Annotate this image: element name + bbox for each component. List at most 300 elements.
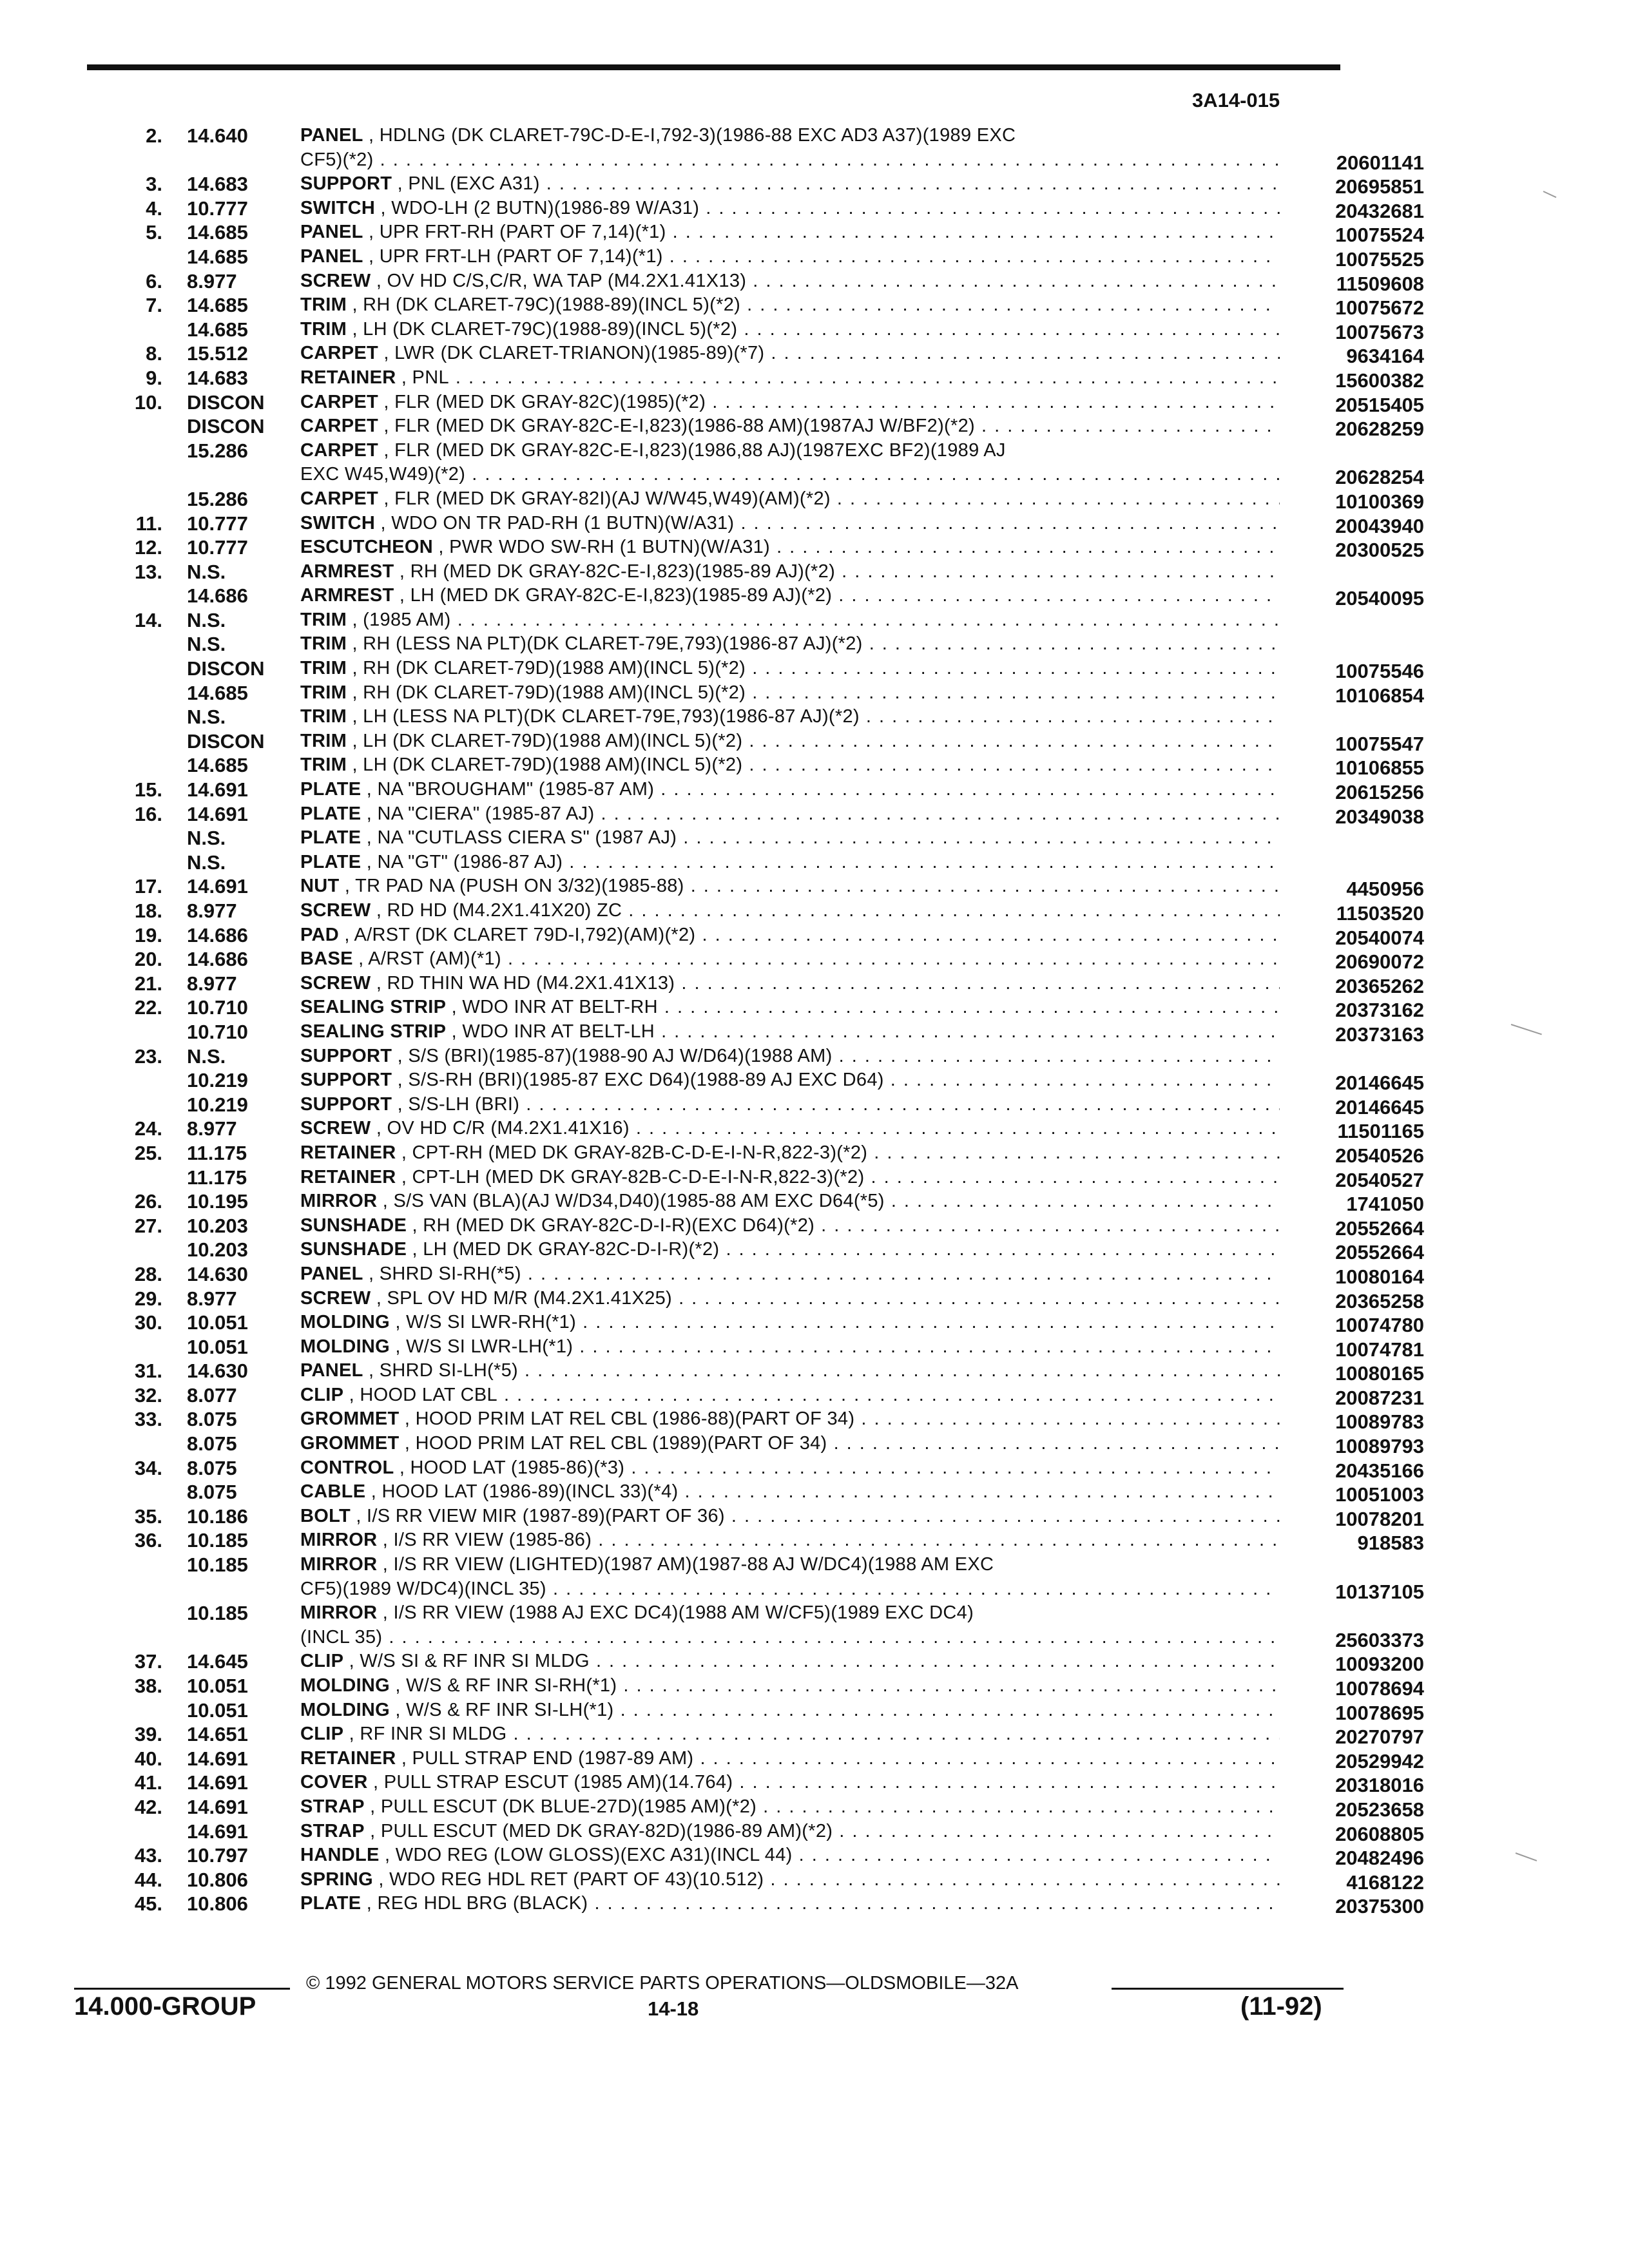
part-description: [300, 1481, 1280, 1503]
part-description: [300, 1070, 1280, 1091]
part-name: MIRROR: [300, 1602, 378, 1624]
part-name: CARPET: [300, 416, 379, 437]
part-number: 20270797: [1335, 1725, 1424, 1749]
group-number: 14.683: [187, 366, 248, 389]
part-number: 10089783: [1335, 1410, 1424, 1434]
part-name: SUPPORT: [300, 173, 392, 195]
part-description: [300, 1094, 1280, 1115]
group-number: DISCON: [187, 657, 265, 680]
part-description: [300, 1869, 1280, 1890]
part-description: [300, 488, 1280, 510]
part-detail: , S/S-RH (BRI)(1985-87 EXC D64)(1988-89 AJ EXC D64): [397, 1070, 884, 1091]
part-description: [300, 1433, 1280, 1454]
part-detail: , A/RST (DK CLARET 79D-I,792)(AM)(*2): [344, 924, 696, 945]
part-detail: , SHRD SI-LH(*5): [369, 1360, 518, 1381]
part-row: [90, 1166, 1424, 1191]
part-detail: , FLR (MED DK GRAY-82I)(AJ W/W45,W49)(AM)(*2): [383, 488, 831, 509]
part-name: SUPPORT: [300, 1093, 392, 1115]
part-row: [90, 1795, 1424, 1821]
part-row: [90, 512, 1424, 537]
part-row: [90, 1020, 1424, 1046]
part-detail: , RH (MED DK GRAY-82C-E-I,823)(1985-89 AJ)(*2): [399, 561, 836, 582]
part-name: PLATE: [300, 803, 361, 824]
part-row: [90, 561, 1344, 585]
part-number: 10075546: [1335, 660, 1424, 683]
part-detail: , RD THIN WA HD (M4.2X1.41X13): [376, 972, 675, 994]
ref-number: 31.: [134, 1360, 162, 1383]
group-number: N.S.: [187, 827, 226, 850]
ref-number: 44.: [134, 1868, 162, 1891]
part-name: CONTROL: [300, 1457, 394, 1478]
group-number: DISCON: [187, 390, 265, 414]
ref-number: 21.: [134, 972, 162, 995]
part-row: [90, 923, 1424, 949]
part-detail: , PULL STRAP ESCUT (1985 AM)(14.764): [373, 1772, 733, 1793]
part-description: [300, 1408, 1280, 1430]
part-number: 10075525: [1335, 247, 1424, 271]
part-detail: , RF INR SI MLDG: [349, 1724, 507, 1745]
part-number: 20552664: [1335, 1216, 1424, 1240]
ref-number: 16.: [134, 802, 162, 825]
ref-number: 11.: [135, 512, 162, 535]
ref-number: 30.: [134, 1311, 162, 1334]
group-number: 8.075: [187, 1456, 237, 1479]
part-name: TRIM: [300, 658, 347, 679]
group-number: 10.203: [187, 1238, 248, 1262]
part-detail: , HDLNG (DK CLARET-79C-D-E-I,792-3)(1986-88 EXC AD3 A37)(1989 EXC: [369, 125, 1016, 146]
group-number: N.S.: [187, 608, 226, 631]
part-row: [90, 390, 1424, 416]
part-number: 10093200: [1335, 1653, 1424, 1676]
part-description: [300, 1118, 1280, 1139]
part-description: [300, 1167, 1280, 1188]
group-number: DISCON: [187, 729, 265, 753]
group-number: 15.286: [187, 439, 248, 462]
part-description: [300, 852, 1280, 873]
part-detail: , LH (DK CLARET-79D)(1988 AM)(INCL 5)(*2): [352, 730, 743, 751]
group-number: 14.691: [187, 1771, 248, 1794]
ref-number: 41.: [134, 1771, 162, 1794]
part-description: [300, 1264, 1280, 1285]
part-description: [300, 633, 1280, 655]
part-number: 20435166: [1335, 1459, 1424, 1482]
part-number: 20300525: [1335, 539, 1424, 562]
group-number: 14.691: [187, 1820, 248, 1843]
part-name: PLATE: [300, 1893, 361, 1914]
part-number: 20373163: [1335, 1023, 1424, 1046]
part-detail: , S/S-LH (BRI): [397, 1093, 520, 1115]
part-name: MIRROR: [300, 1554, 378, 1575]
part-row: [90, 221, 1424, 247]
part-detail: , RD HD (M4.2X1.41X20) ZC: [376, 900, 622, 921]
footer-rule-left: [74, 1988, 290, 1990]
part-row: [90, 294, 1424, 320]
ref-number: 3.: [146, 173, 162, 196]
part-row: [90, 851, 1344, 876]
ref-number: 18.: [134, 899, 162, 922]
part-number: 10080164: [1335, 1265, 1424, 1288]
part-name: SUNSHADE: [300, 1239, 407, 1260]
page-code: 3A14-015: [1192, 89, 1280, 111]
part-detail: , HOOD PRIM LAT REL CBL (1989)(PART OF 34): [404, 1433, 827, 1454]
group-number: 10.185: [187, 1553, 248, 1577]
part-description: [300, 198, 1280, 219]
group-number: 11.175: [187, 1166, 247, 1189]
group-number: 10.219: [187, 1069, 248, 1092]
ref-number: 15.: [134, 778, 162, 802]
ref-number: 2.: [146, 124, 162, 147]
part-name: SWITCH: [300, 512, 376, 533]
part-description: [300, 827, 1280, 849]
part-name: SPRING: [300, 1869, 373, 1890]
part-description: [300, 537, 1280, 558]
part-row: [90, 899, 1424, 925]
group-number: 8.075: [187, 1481, 237, 1504]
part-detail: , (1985 AM): [352, 609, 451, 630]
date-code: (11-92): [1240, 1992, 1322, 2021]
group-number: 14.651: [187, 1723, 248, 1746]
part-description: [300, 731, 1280, 752]
part-row: [90, 1262, 1424, 1288]
group-number: 10.777: [187, 197, 248, 220]
ref-number: 34.: [134, 1456, 162, 1479]
part-name: ARMREST: [300, 561, 394, 582]
part-number: 20540526: [1335, 1144, 1424, 1167]
part-detail: , S/S (BRI)(1985-87)(1988-90 AJ W/D64)(1988 AM): [397, 1045, 833, 1066]
part-name: HANDLE: [300, 1845, 380, 1866]
part-name: TRIM: [300, 294, 347, 316]
part-detail: , CPT-RH (MED DK GRAY-82B-C-D-E-I-N-R,822-3)(*2): [401, 1142, 868, 1163]
part-number: 20365258: [1335, 1289, 1424, 1312]
group-number: 14.630: [187, 1360, 248, 1383]
part-row: [90, 463, 1424, 489]
ref-number: 39.: [134, 1723, 162, 1746]
part-number: 20601141: [1336, 151, 1424, 174]
part-row: [90, 1117, 1424, 1143]
part-description: [300, 803, 1280, 825]
part-name: MIRROR: [300, 1191, 378, 1212]
part-detail: , HOOD PRIM LAT REL CBL (1986-88)(PART OF 34): [404, 1408, 855, 1430]
group-number: 10.051: [187, 1311, 248, 1334]
ref-number: 13.: [134, 560, 162, 583]
part-row: [90, 633, 1344, 657]
part-detail: , LH (DK CLARET-79D)(1988 AM)(INCL 5)(*2): [352, 754, 743, 776]
part-name: CARPET: [300, 488, 379, 509]
part-row: [90, 1698, 1424, 1724]
part-number: 20608805: [1335, 1822, 1424, 1845]
part-name: TRIM: [300, 730, 347, 751]
part-detail: , RH (MED DK GRAY-82C-D-I-R)(EXC D64)(*2): [412, 1215, 815, 1236]
ref-number: 6.: [146, 269, 162, 293]
part-row: [90, 415, 1424, 441]
part-row: [90, 778, 1424, 804]
group-number: N.S.: [187, 1044, 226, 1068]
group-number: 14.645: [187, 1650, 248, 1673]
part-detail: , LH (MED DK GRAY-82C-D-I-R)(*2): [412, 1239, 720, 1260]
part-row: [90, 1481, 1424, 1506]
part-description: [300, 416, 1280, 437]
group-number: 10.185: [187, 1602, 248, 1625]
part-detail: , FLR (MED DK GRAY-82C-E-I,823)(1986-88 AM)(1987AJ W/BF2)(*2): [383, 416, 975, 437]
part-detail: , S/S VAN (BLA)(AJ W/D34,D40)(1985-88 AM EXC D64(*5): [382, 1191, 885, 1212]
part-description: [300, 149, 1280, 171]
part-description: [300, 440, 1280, 461]
part-number: 20318016: [1335, 1774, 1424, 1797]
part-description: [300, 682, 1280, 704]
margin-mark: [1516, 1852, 1537, 1861]
parts-list: [90, 124, 1424, 1918]
ref-number: 25.: [134, 1141, 162, 1164]
part-number: 15600382: [1335, 369, 1424, 392]
part-number: 10137105: [1335, 1580, 1424, 1603]
part-description: [300, 513, 1280, 534]
part-row: [90, 1529, 1424, 1555]
part-detail: , LH (DK CLARET-79C)(1988-89)(INCL 5)(*2): [352, 318, 738, 340]
ref-number: 19.: [134, 923, 162, 947]
part-number: 10075673: [1335, 320, 1424, 343]
group-number: 10.051: [187, 1335, 248, 1358]
part-row: [90, 149, 1424, 174]
part-number: 20628254: [1335, 466, 1424, 489]
part-description: [300, 294, 1280, 316]
group-number: 8.977: [187, 899, 237, 922]
part-description: [300, 1772, 1280, 1793]
part-name: TRIM: [300, 609, 347, 630]
part-number: 10075547: [1335, 732, 1424, 755]
part-detail: , LWR (DK CLARET-TRIANON)(1985-89)(*7): [383, 343, 765, 364]
part-description: [300, 876, 1280, 897]
part-name: GROMMET: [300, 1433, 400, 1454]
group-number: 10.219: [187, 1093, 248, 1116]
part-description: [300, 1336, 1280, 1358]
part-description: [300, 392, 1280, 413]
part-row: [90, 1093, 1424, 1119]
part-name: SCREW: [300, 900, 371, 921]
part-description: [300, 222, 1280, 243]
part-name: CARPET: [300, 343, 379, 364]
group-number: 14.691: [187, 1795, 248, 1818]
part-row: [90, 1844, 1424, 1870]
part-name: TRIM: [300, 682, 347, 703]
ref-number: 29.: [134, 1287, 162, 1310]
part-row: [90, 1383, 1424, 1409]
part-name: RETAINER: [300, 1747, 396, 1769]
part-description: [300, 1675, 1280, 1696]
part-description: [300, 1627, 1280, 1648]
group-number: 10.710: [187, 1020, 248, 1043]
part-name: TRIM: [300, 706, 347, 727]
ref-number: 45.: [134, 1892, 162, 1916]
part-detail: , I/S RR VIEW (1988 AJ EXC DC4)(1988 AM W/CF5)(1989 EXC DC4): [382, 1602, 974, 1624]
part-row: [90, 124, 1344, 149]
part-name: PLATE: [300, 851, 361, 872]
ref-number: 38.: [134, 1675, 162, 1697]
ref-number: 40.: [134, 1747, 162, 1770]
part-name: COVER: [300, 1772, 368, 1793]
part-number: 1741050: [1346, 1193, 1424, 1216]
part-name: BOLT: [300, 1505, 351, 1526]
part-number: 20432681: [1335, 199, 1424, 222]
part-detail: , UPR FRT-LH (PART OF 7,14)(*1): [369, 245, 663, 267]
group-number: 14.686: [187, 584, 248, 608]
part-number: 10089793: [1335, 1435, 1424, 1458]
part-row: [90, 173, 1424, 198]
group-number: 10.203: [187, 1214, 248, 1237]
group-number: 10.777: [187, 536, 248, 559]
part-description: [300, 610, 1280, 631]
part-name: PLATE: [300, 827, 361, 849]
part-row: [90, 197, 1424, 222]
part-description: [300, 925, 1280, 946]
part-detail: , UPR FRT-RH (PART OF 7,14)(*1): [369, 222, 666, 243]
ref-number: 4.: [146, 197, 162, 220]
part-number: 4168122: [1346, 1870, 1424, 1894]
part-description: [300, 1724, 1280, 1745]
part-row: [90, 1675, 1424, 1700]
group-number: 14.686: [187, 923, 248, 947]
part-row: [90, 1553, 1344, 1578]
part-row: [90, 1820, 1424, 1845]
part-description: [300, 319, 1280, 340]
part-number: 918583: [1357, 1532, 1424, 1555]
part-number: 9634164: [1346, 345, 1424, 368]
part-row: [90, 342, 1424, 368]
part-number: 10074781: [1335, 1338, 1424, 1361]
part-detail: , LH (MED DK GRAY-82C-E-I,823)(1985-89 AJ)(*2): [399, 585, 833, 606]
part-detail: , W/S SI & RF INR SI MLDG: [349, 1651, 590, 1672]
part-name: STRAP: [300, 1820, 365, 1841]
part-detail: CF5)(1989 W/DC4)(INCL 35): [300, 1578, 546, 1599]
part-description: [300, 367, 1280, 389]
group-number: 14.640: [187, 124, 248, 147]
part-row: [90, 269, 1424, 295]
part-number: 10106855: [1335, 756, 1424, 780]
part-description: [300, 1021, 1280, 1043]
part-name: SUPPORT: [300, 1070, 392, 1091]
part-row: [90, 1723, 1424, 1749]
part-detail: , RH (DK CLARET-79D)(1988 AM)(INCL 5)(*2): [352, 682, 746, 703]
part-name: ARMREST: [300, 585, 394, 606]
part-name: SEALING STRIP: [300, 1021, 447, 1042]
part-number: 20515405: [1335, 393, 1424, 416]
ref-number: 36.: [134, 1529, 162, 1552]
group-number: 10.710: [187, 996, 248, 1019]
part-detail: (INCL 35): [300, 1626, 383, 1648]
part-name: CLIP: [300, 1651, 344, 1672]
part-description: [300, 658, 1280, 679]
part-row: [90, 318, 1424, 343]
ref-number: 27.: [134, 1214, 162, 1237]
ref-number: 10.: [134, 390, 162, 414]
part-detail: , FLR (MED DK GRAY-82C-E-I,823)(1986,88 AJ)(1987EXC BF2)(1989 AJ: [383, 439, 1006, 461]
part-row: [90, 1311, 1424, 1337]
part-row: [90, 706, 1344, 730]
part-row: [90, 366, 1424, 392]
part-row: [90, 1456, 1424, 1482]
part-row: [90, 1360, 1424, 1385]
part-row: [90, 875, 1424, 901]
part-detail: , CPT-LH (MED DK GRAY-82B-C-D-E-I-N-R,822-3)(*2): [401, 1166, 865, 1187]
ref-number: 20.: [134, 948, 162, 971]
group-number: 11.175: [187, 1141, 247, 1164]
part-name: PLATE: [300, 779, 361, 800]
group-number: 8.977: [187, 1287, 237, 1310]
part-row: [90, 1602, 1344, 1626]
ref-number: 42.: [134, 1795, 162, 1818]
group-number: 10.797: [187, 1844, 248, 1867]
part-number: 10080165: [1335, 1362, 1424, 1385]
part-row: [90, 1045, 1344, 1070]
part-detail: , W/S & RF INR SI-LH(*1): [395, 1699, 614, 1720]
part-name: TRIM: [300, 754, 347, 776]
part-description: [300, 1215, 1280, 1236]
part-row: [90, 1747, 1424, 1773]
part-row: [90, 1771, 1424, 1797]
part-number: 20628259: [1335, 418, 1424, 441]
part-number: 10078694: [1335, 1677, 1424, 1700]
part-row: [90, 1141, 1424, 1167]
part-row: [90, 1432, 1424, 1458]
group-number: 10.051: [187, 1698, 248, 1722]
group-number: 8.075: [187, 1432, 237, 1456]
ref-number: 23.: [134, 1044, 162, 1068]
part-description: [300, 1602, 1280, 1624]
part-number: 20552664: [1335, 1241, 1424, 1264]
group-number: 14.685: [187, 221, 248, 244]
part-description: [300, 343, 1280, 364]
part-name: MOLDING: [300, 1312, 390, 1333]
part-detail: , WDO INR AT BELT-LH: [451, 1021, 655, 1042]
part-row: [90, 245, 1424, 271]
part-description: [300, 1288, 1280, 1309]
part-name: PANEL: [300, 222, 363, 243]
part-row: [90, 1335, 1424, 1361]
part-number: 20146645: [1335, 1072, 1424, 1095]
part-detail: , PULL ESCUT (MED DK GRAY-82D)(1986-89 AM)(*2): [370, 1820, 833, 1841]
part-row: [90, 802, 1424, 828]
group-number: 10.185: [187, 1529, 248, 1552]
part-number: 25603373: [1335, 1628, 1424, 1651]
part-description: [300, 1748, 1280, 1769]
part-number: 20482496: [1335, 1847, 1424, 1870]
group-number: N.S.: [187, 850, 226, 874]
part-number: 20087231: [1335, 1386, 1424, 1409]
part-number: 11509608: [1336, 272, 1424, 295]
part-name: CLIP: [300, 1384, 344, 1405]
part-description: [300, 1191, 1280, 1212]
part-row: [90, 681, 1424, 707]
part-detail: , TR PAD NA (PUSH ON 3/32)(1985-88): [344, 876, 684, 897]
page-number: 14-18: [648, 1997, 699, 2020]
part-name: MOLDING: [300, 1336, 390, 1357]
part-name: MOLDING: [300, 1699, 390, 1720]
part-detail: , SPL OV HD M/R (M4.2X1.41X25): [376, 1287, 673, 1309]
group-label: 14.000-GROUP: [74, 1992, 256, 2021]
part-row: [90, 487, 1424, 513]
part-number: 20146645: [1335, 1095, 1424, 1119]
part-number: 10075672: [1335, 296, 1424, 320]
part-number: 20540074: [1335, 926, 1424, 949]
ref-number: 37.: [134, 1650, 162, 1673]
part-row: [90, 1069, 1424, 1095]
part-description: [300, 1579, 1280, 1600]
part-name: MIRROR: [300, 1530, 378, 1551]
part-detail: , NA "GT" (1986-87 AJ): [366, 851, 563, 872]
part-detail: CF5)(*2): [300, 149, 374, 170]
group-number: 10.806: [187, 1892, 248, 1916]
part-description: [300, 1821, 1280, 1842]
part-description: [300, 1385, 1280, 1406]
